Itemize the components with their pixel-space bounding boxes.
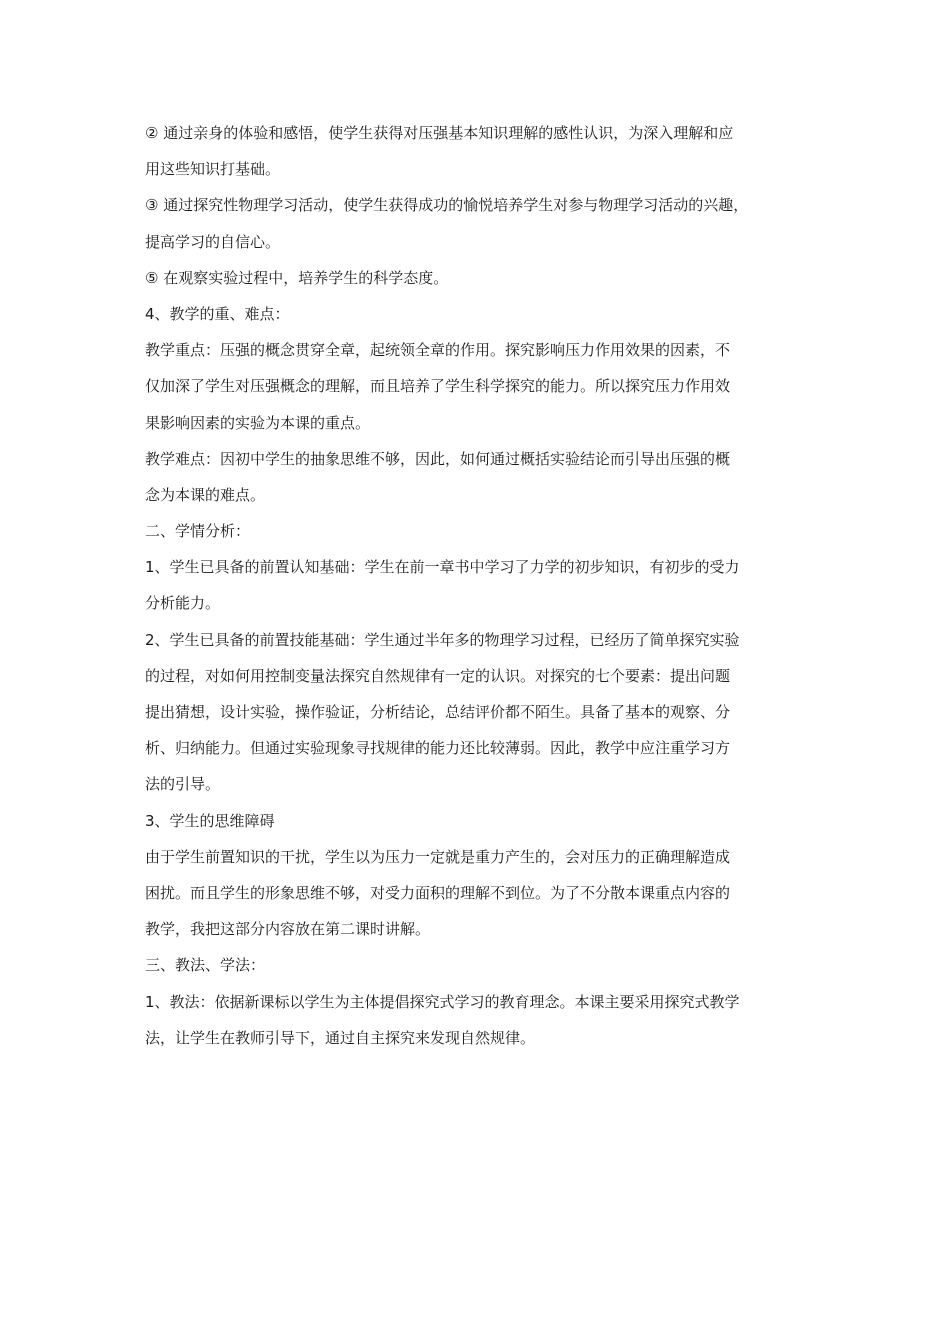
text-line-skill-basis: 2、学生已具备的前置技能基础：学生通过半年多的物理学习过程，已经历了简单探究实验 [145,630,740,649]
text-line-key-point-cont: 果影响因素的实验为本课的重点。 [145,413,371,432]
text-line-obstacles-cont: 教学，我把这部分内容放在第二课时讲解。 [145,920,431,939]
text-line-objective-3: ③ 通过探究性物理学习活动，使学生获得成功的愉悦培养学生对参与物理学习活动的兴趣， [145,196,749,215]
text-line-objective-3-cont: 提高学习的自信心。 [145,232,281,251]
text-line-skill-basis-cont: 法的引导。 [145,775,221,794]
text-line-skill-basis-cont: 的过程，对如何用控制变量法探究自然规律有一定的认识。对探究的七个要素：提出问题 [145,666,731,685]
text-line-key-point-cont: 仅加深了学生对压强概念的理解，而且培养了学生科学探究的能力。所以探究压力作用效 [145,377,731,396]
text-line-skill-basis-cont: 析、归纳能力。但通过实验现象寻找规律的能力还比较薄弱。因此，教学中应注重学习方 [145,739,731,758]
text-line-objective-2: ② 通过亲身的体验和感悟，使学生获得对压强基本知识理解的感性认识，为深入理解和应 [145,124,734,142]
text-line-key-point: 教学重点：压强的概念贯穿全章，起统领全章的作用。探究影响压力作用效果的因素，不 [145,341,731,360]
section-heading-methods: 三、教法、学法： [145,956,266,975]
section-heading-student-analysis: 二、学情分析： [145,522,251,541]
text-line-teaching-method-cont: 法，让学生在教师引导下，通过自主探究来发现自然规律。 [145,1028,536,1047]
text-line-obstacles-cont: 困扰。而且学生的形象思维不够，对受力面积的理解不到位。为了不分散本课重点内容的 [145,883,731,902]
text-line-skill-basis-cont: 提出猜想，设计实验，操作验证，分析结论，总结评价都不陌生。具备了基本的观察、分 [145,703,731,721]
document-body [145,115,810,1056]
text-line-cognitive-basis: 1、学生已具备的前置认知基础：学生在前一章书中学习了力学的初步知识，有初步的受力 [145,558,740,577]
section-heading-key-points: 4、教学的重、难点： [145,304,290,323]
text-line-objective-2-cont: 用这些知识打基础。 [145,160,281,179]
text-line-difficulty-cont: 念为本课的难点。 [145,485,266,504]
text-line-cognitive-basis-cont: 分析能力。 [145,594,221,613]
text-line-obstacles: 由于学生前置知识的干扰，学生以为压力一定就是重力产生的，会对压力的正确理解造成 [145,847,731,866]
subheading-thinking-obstacles: 3、学生的思维障碍 [145,811,275,830]
text-line-objective-5: ⑤ 在观察实验过程中，培养学生的科学态度。 [145,268,449,287]
text-line-teaching-method: 1、教法：依据新课标以学生为主体提倡探究式学习的教育理念。本课主要采用探究式教学 [145,992,740,1011]
text-line-difficulty: 教学难点：因初中学生的抽象思维不够，因此，如何通过概括实验结论而引导出压强的概 [145,449,731,468]
